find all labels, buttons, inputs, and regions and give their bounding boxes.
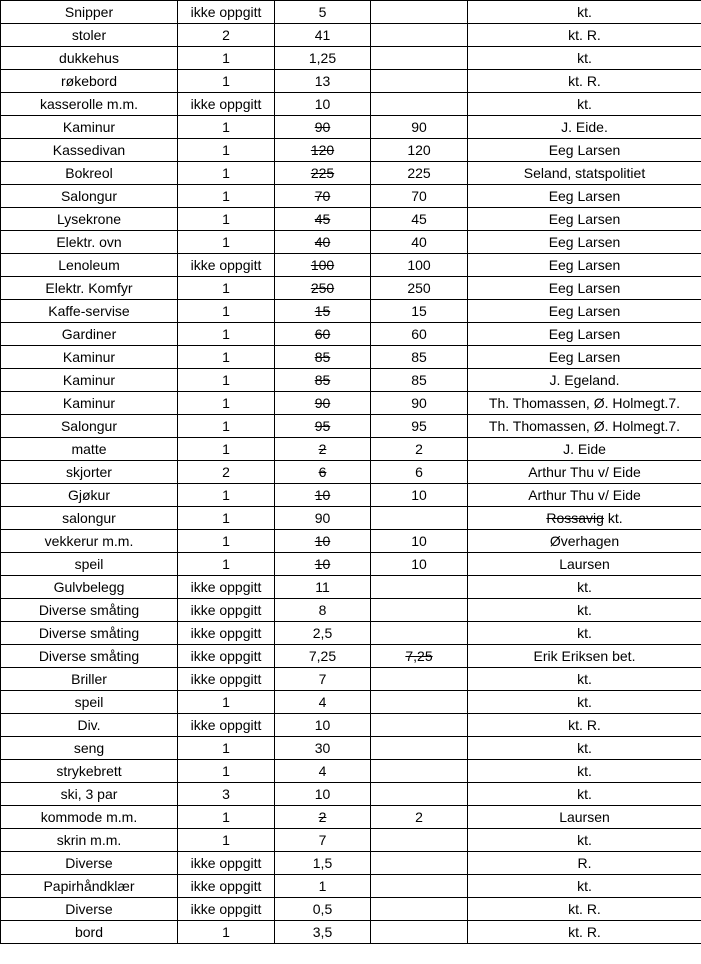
paid-cell	[371, 691, 468, 714]
buyer-cell: kt.	[468, 875, 701, 898]
paid-cell	[371, 93, 468, 116]
quantity-cell: ikke oppgitt	[178, 93, 275, 116]
table-row	[1, 254, 701, 277]
item-name-cell: Div.	[1, 714, 178, 737]
table-row	[1, 438, 701, 461]
table-row	[1, 875, 701, 898]
buyer-cell: R.	[468, 852, 701, 875]
price-cell: 7,25	[275, 645, 371, 668]
item-name-cell: Elektr. ovn	[1, 231, 178, 254]
table-row	[1, 461, 701, 484]
item-name-cell: skrin m.m.	[1, 829, 178, 852]
paid-cell: 95	[371, 415, 468, 438]
buyer-cell: Eeg Larsen	[468, 323, 701, 346]
table-row	[1, 852, 701, 875]
table-row	[1, 622, 701, 645]
table-row	[1, 760, 701, 783]
table-row	[1, 829, 701, 852]
table-row	[1, 576, 701, 599]
table-row	[1, 714, 701, 737]
item-name-cell: speil	[1, 691, 178, 714]
paid-cell: 10	[371, 484, 468, 507]
paid-cell: 120	[371, 139, 468, 162]
price-cell: 40	[275, 231, 371, 254]
table-row	[1, 300, 701, 323]
table-row	[1, 70, 701, 93]
quantity-cell: ikke oppgitt	[178, 576, 275, 599]
table-row	[1, 185, 701, 208]
item-name-cell: Kaminur	[1, 346, 178, 369]
table-row	[1, 231, 701, 254]
item-name-cell: Salongur	[1, 185, 178, 208]
paid-cell	[371, 599, 468, 622]
item-name-cell: salongur	[1, 507, 178, 530]
inventory-table-body	[1, 1, 701, 944]
item-name-cell: matte	[1, 438, 178, 461]
paid-cell: 10	[371, 530, 468, 553]
table-row	[1, 737, 701, 760]
table-row	[1, 1, 701, 24]
quantity-cell: 1	[178, 484, 275, 507]
buyer-cell: Erik Eriksen bet.	[468, 645, 701, 668]
item-name-cell: Kaminur	[1, 392, 178, 415]
buyer-cell: J. Egeland.	[468, 369, 701, 392]
paid-cell: 100	[371, 254, 468, 277]
price-cell: 4	[275, 691, 371, 714]
price-cell: 95	[275, 415, 371, 438]
quantity-cell: ikke oppgitt	[178, 1, 275, 24]
price-cell: 10	[275, 530, 371, 553]
price-cell: 10	[275, 484, 371, 507]
price-cell: 0,5	[275, 898, 371, 921]
paid-cell	[371, 898, 468, 921]
item-name-cell: Diverse småting	[1, 622, 178, 645]
buyer-cell: Seland, statspolitiet	[468, 162, 701, 185]
buyer-cell: Eeg Larsen	[468, 185, 701, 208]
table-row	[1, 346, 701, 369]
quantity-cell: 1	[178, 116, 275, 139]
paid-cell: 2	[371, 806, 468, 829]
price-cell: 10	[275, 553, 371, 576]
price-cell: 45	[275, 208, 371, 231]
price-cell: 70	[275, 185, 371, 208]
price-cell: 90	[275, 507, 371, 530]
paid-cell	[371, 47, 468, 70]
buyer-cell: Øverhagen	[468, 530, 701, 553]
buyer-cell: Arthur Thu v/ Eide	[468, 484, 701, 507]
buyer-cell: kt.	[468, 1, 701, 24]
paid-cell	[371, 921, 468, 944]
buyer-cell: kt.	[468, 93, 701, 116]
quantity-cell: 1	[178, 415, 275, 438]
buyer-cell: J. Eide.	[468, 116, 701, 139]
item-name-cell: Snipper	[1, 1, 178, 24]
buyer-cell: kt.	[468, 829, 701, 852]
item-name-cell: Salongur	[1, 415, 178, 438]
paid-cell: 85	[371, 346, 468, 369]
price-cell: 8	[275, 599, 371, 622]
paid-cell	[371, 507, 468, 530]
quantity-cell: 1	[178, 139, 275, 162]
item-name-cell: bord	[1, 921, 178, 944]
price-cell: 3,5	[275, 921, 371, 944]
quantity-cell: 1	[178, 553, 275, 576]
buyer-cell: kt.	[468, 599, 701, 622]
quantity-cell: 1	[178, 530, 275, 553]
paid-cell	[371, 737, 468, 760]
buyer-cell: kt. R.	[468, 921, 701, 944]
price-cell: 60	[275, 323, 371, 346]
table-row	[1, 599, 701, 622]
quantity-cell: 1	[178, 346, 275, 369]
buyer-cell: Eeg Larsen	[468, 208, 701, 231]
buyer-cell: Eeg Larsen	[468, 277, 701, 300]
paid-cell	[371, 829, 468, 852]
paid-cell	[371, 760, 468, 783]
paid-cell	[371, 1, 468, 24]
item-name-cell: Gulvbelegg	[1, 576, 178, 599]
quantity-cell: 1	[178, 438, 275, 461]
item-name-cell: Lysekrone	[1, 208, 178, 231]
quantity-cell: 1	[178, 323, 275, 346]
price-cell: 100	[275, 254, 371, 277]
buyer-cell: kt. R.	[468, 70, 701, 93]
item-name-cell: kasserolle m.m.	[1, 93, 178, 116]
price-cell: 13	[275, 70, 371, 93]
quantity-cell: 1	[178, 760, 275, 783]
paid-cell: 40	[371, 231, 468, 254]
price-cell: 1	[275, 875, 371, 898]
quantity-cell: 1	[178, 185, 275, 208]
price-cell: 11	[275, 576, 371, 599]
buyer-cell: kt.	[468, 737, 701, 760]
price-cell: 10	[275, 93, 371, 116]
quantity-cell: 1	[178, 369, 275, 392]
buyer-cell	[468, 507, 701, 530]
paid-cell	[371, 576, 468, 599]
table-row	[1, 645, 701, 668]
price-cell: 90	[275, 116, 371, 139]
price-cell: 250	[275, 277, 371, 300]
item-name-cell: stoler	[1, 24, 178, 47]
paid-cell: 225	[371, 162, 468, 185]
quantity-cell: 1	[178, 208, 275, 231]
paid-cell: 15	[371, 300, 468, 323]
table-row	[1, 392, 701, 415]
buyer-cell: Arthur Thu v/ Eide	[468, 461, 701, 484]
item-name-cell: Diverse	[1, 852, 178, 875]
table-row	[1, 507, 701, 530]
buyer-cell: Th. Thomassen, Ø. Holmegt.7.	[468, 392, 701, 415]
item-name-cell: Gardiner	[1, 323, 178, 346]
paid-cell: 70	[371, 185, 468, 208]
buyer-cell: kt.	[468, 668, 701, 691]
price-cell: 30	[275, 737, 371, 760]
item-name-cell: ski, 3 par	[1, 783, 178, 806]
quantity-cell: 2	[178, 24, 275, 47]
quantity-cell: 1	[178, 921, 275, 944]
price-cell: 2	[275, 438, 371, 461]
price-cell: 85	[275, 346, 371, 369]
quantity-cell: ikke oppgitt	[178, 668, 275, 691]
paid-cell	[371, 24, 468, 47]
table-row	[1, 415, 701, 438]
table-row	[1, 139, 701, 162]
quantity-cell: ikke oppgitt	[178, 254, 275, 277]
quantity-cell: 1	[178, 70, 275, 93]
item-name-cell: Kaminur	[1, 116, 178, 139]
buyer-cell: kt. R.	[468, 898, 701, 921]
paid-cell: 2	[371, 438, 468, 461]
item-name-cell: kommode m.m.	[1, 806, 178, 829]
item-name-cell: Elektr. Komfyr	[1, 277, 178, 300]
paid-cell: 7,25	[371, 645, 468, 668]
buyer-cell: kt. R.	[468, 24, 701, 47]
quantity-cell: 1	[178, 392, 275, 415]
item-name-cell: dukkehus	[1, 47, 178, 70]
buyer-cell: Eeg Larsen	[468, 346, 701, 369]
buyer-cell: kt.	[468, 576, 701, 599]
buyer-cell: kt.	[468, 622, 701, 645]
quantity-cell: ikke oppgitt	[178, 714, 275, 737]
table-row	[1, 691, 701, 714]
buyer-cell: kt.	[468, 691, 701, 714]
paid-cell: 10	[371, 553, 468, 576]
quantity-cell: 1	[178, 737, 275, 760]
quantity-cell: 2	[178, 461, 275, 484]
price-cell: 2	[275, 806, 371, 829]
price-cell: 5	[275, 1, 371, 24]
buyer-cell: Eeg Larsen	[468, 300, 701, 323]
price-cell: 15	[275, 300, 371, 323]
price-cell: 7	[275, 668, 371, 691]
paid-cell	[371, 668, 468, 691]
item-name-cell: Diverse småting	[1, 645, 178, 668]
table-row	[1, 921, 701, 944]
table-row	[1, 208, 701, 231]
buyer-cell: Laursen	[468, 553, 701, 576]
item-name-cell: vekkerur m.m.	[1, 530, 178, 553]
buyer-cell: kt. R.	[468, 714, 701, 737]
item-name-cell: speil	[1, 553, 178, 576]
price-cell: 7	[275, 829, 371, 852]
item-name-cell: røkebord	[1, 70, 178, 93]
paid-cell: 60	[371, 323, 468, 346]
table-row	[1, 24, 701, 47]
price-cell: 4	[275, 760, 371, 783]
item-name-cell: Diverse småting	[1, 599, 178, 622]
quantity-cell: 1	[178, 507, 275, 530]
item-name-cell: Briller	[1, 668, 178, 691]
paid-cell	[371, 70, 468, 93]
table-row	[1, 323, 701, 346]
quantity-cell: 1	[178, 806, 275, 829]
quantity-cell: ikke oppgitt	[178, 599, 275, 622]
table-row	[1, 369, 701, 392]
item-name-cell: Lenoleum	[1, 254, 178, 277]
buyer-cell: kt.	[468, 47, 701, 70]
quantity-cell: ikke oppgitt	[178, 898, 275, 921]
quantity-cell: 1	[178, 231, 275, 254]
price-cell: 6	[275, 461, 371, 484]
table-row	[1, 553, 701, 576]
item-name-cell: Kaffe-servise	[1, 300, 178, 323]
buyer-text: kt.	[603, 510, 623, 526]
table-row	[1, 530, 701, 553]
paid-cell: 90	[371, 116, 468, 139]
price-cell: 2,5	[275, 622, 371, 645]
price-cell: 85	[275, 369, 371, 392]
buyer-cell: Eeg Larsen	[468, 254, 701, 277]
paid-cell: 85	[371, 369, 468, 392]
price-cell: 10	[275, 783, 371, 806]
price-cell: 41	[275, 24, 371, 47]
buyer-cell: Eeg Larsen	[468, 231, 701, 254]
item-name-cell: Bokreol	[1, 162, 178, 185]
quantity-cell: ikke oppgitt	[178, 875, 275, 898]
paid-cell: 250	[371, 277, 468, 300]
paid-cell: 90	[371, 392, 468, 415]
paid-cell	[371, 875, 468, 898]
buyer-cell: Eeg Larsen	[468, 139, 701, 162]
quantity-cell: 1	[178, 300, 275, 323]
table-row	[1, 898, 701, 921]
table-row	[1, 277, 701, 300]
buyer-cell: kt.	[468, 783, 701, 806]
item-name-cell: Gjøkur	[1, 484, 178, 507]
table-row	[1, 162, 701, 185]
price-cell: 1,25	[275, 47, 371, 70]
price-cell: 225	[275, 162, 371, 185]
item-name-cell: skjorter	[1, 461, 178, 484]
paid-cell: 45	[371, 208, 468, 231]
table-row	[1, 484, 701, 507]
quantity-cell: 1	[178, 277, 275, 300]
quantity-cell: 3	[178, 783, 275, 806]
table-row	[1, 783, 701, 806]
paid-cell	[371, 852, 468, 875]
buyer-cell: Laursen	[468, 806, 701, 829]
table-row	[1, 47, 701, 70]
buyer-cell: kt.	[468, 760, 701, 783]
price-cell: 1,5	[275, 852, 371, 875]
paid-cell	[371, 714, 468, 737]
quantity-cell: ikke oppgitt	[178, 645, 275, 668]
quantity-cell: 1	[178, 162, 275, 185]
price-cell: 90	[275, 392, 371, 415]
price-cell: 120	[275, 139, 371, 162]
paid-cell	[371, 622, 468, 645]
item-name-cell: seng	[1, 737, 178, 760]
quantity-cell: 1	[178, 691, 275, 714]
item-name-cell: Papirhåndklær	[1, 875, 178, 898]
quantity-cell: ikke oppgitt	[178, 852, 275, 875]
quantity-cell: 1	[178, 47, 275, 70]
paid-cell	[371, 783, 468, 806]
price-cell: 10	[275, 714, 371, 737]
table-row	[1, 93, 701, 116]
table-row	[1, 806, 701, 829]
paid-cell: 6	[371, 461, 468, 484]
item-name-cell: Diverse	[1, 898, 178, 921]
table-row	[1, 116, 701, 139]
table-row	[1, 668, 701, 691]
item-name-cell: strykebrett	[1, 760, 178, 783]
quantity-cell: ikke oppgitt	[178, 622, 275, 645]
buyer-struck-text: Rossavig	[546, 510, 604, 526]
quantity-cell: 1	[178, 829, 275, 852]
buyer-cell: Th. Thomassen, Ø. Holmegt.7.	[468, 415, 701, 438]
item-name-cell: Kassedivan	[1, 139, 178, 162]
item-name-cell: Kaminur	[1, 369, 178, 392]
buyer-cell: J. Eide	[468, 438, 701, 461]
